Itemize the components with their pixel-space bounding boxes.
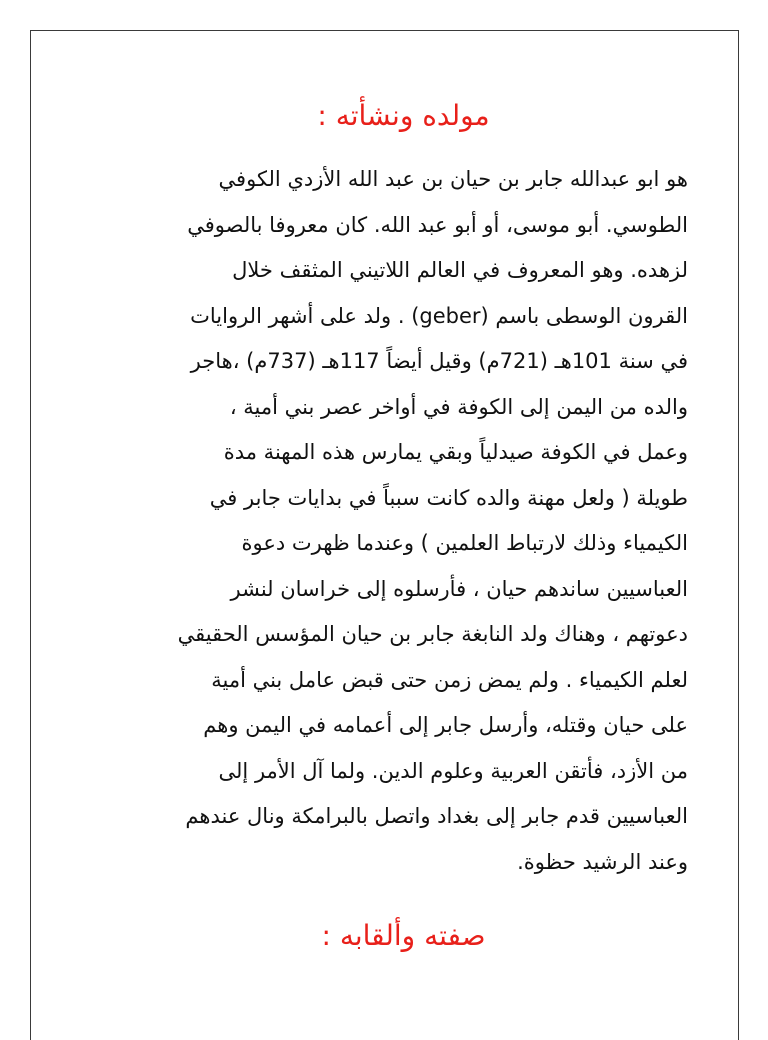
paragraph-line: القرون الوسطى باسم (geber) . ولد على أشهر الروايات: [190, 303, 688, 328]
paragraph-line: هو ابو عبدالله جابر بن حيان بن عبد الله الأزدي الكوفي: [218, 167, 688, 191]
paragraph-line: الكيمياء وذلك لارتباط العلمين ) وعندما ظهرت دعوة: [241, 531, 688, 555]
paragraph-line: والده من اليمن إلى الكوفة في أواخر عصر بني أمية ،: [229, 394, 688, 419]
section-heading-titles: صفته وألقابه :: [321, 919, 486, 952]
paragraph-line: العباسيين ساندهم حيان ، فأرسلوه إلى خراسان لنشر: [230, 576, 688, 601]
paragraph-line: من الأزد، فأتقن العربية وعلوم الدين. ولما آل الأمر إلى: [218, 758, 688, 783]
paragraph-line: العباسيين قدم جابر إلى بغداد واتصل بالبرامكة ونال عندهم: [185, 804, 688, 828]
paragraph-line: وعند الرشيد حظوة.: [517, 849, 688, 874]
section-heading-birth: مولده ونشأته :: [317, 99, 490, 132]
paragraph-line: طويلة ( ولعل مهنة والده كانت سبباً في بدايات جابر في: [209, 485, 688, 510]
paragraph-line: لزهده. وهو المعروف في العالم اللاتيني المثقف خلال: [232, 258, 688, 282]
paragraph-line: في سنة 101هـ (721م) وقيل أيضاً 117هـ (737م) ،هاجر: [190, 349, 688, 373]
paragraph-line: على حيان وقتله، وأرسل جابر إلى أعمامه في اليمن وهم: [203, 713, 688, 737]
paragraph-line: لعلم الكيمياء . ولم يمض زمن حتى قبض عامل بني أمية: [211, 667, 688, 692]
document-content: [59, 89, 688, 963]
paragraph-line: الطوسي. أبو موسى، أو أبو عبد الله. كان معروفا بالصوفي: [187, 212, 688, 237]
paragraph-line: وعمل في الكوفة صيدلياً وبقي يمارس هذه المهنة مدة: [223, 440, 688, 464]
biography-paragraph: [59, 157, 688, 885]
document-page: [30, 30, 739, 1040]
paragraph-line: دعوتهم ، وهناك ولد النابغة جابر بن حيان المؤسس الحقيقي: [177, 622, 688, 646]
